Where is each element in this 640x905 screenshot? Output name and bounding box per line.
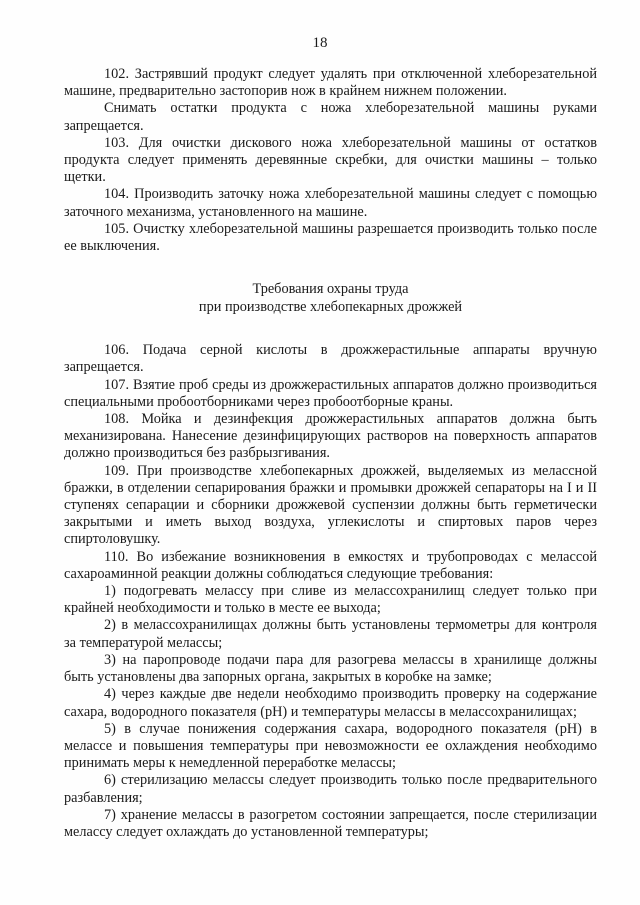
list-item-7: 7) хранение мелассы в разогретом состоянии запрещается, после стерилизации мелассу следует охлаждать до установленной температуры; (64, 806, 597, 840)
section-heading-line-2: при производстве хлебопекарных дрожжей (198, 299, 463, 316)
paragraph-106: 106. Подача серной кислоты в дрожжерастильные аппараты вручную запрещается. (64, 342, 597, 376)
list-item-3: 3) на паропроводе подачи пара для разогрева мелассы в хранилище должны быть установлены два запорных органа, закрытых в коробке на замке; (64, 651, 597, 686)
paragraph-107: 107. Взятие проб среды из дрожжерастильных аппаратов должно производиться специальными пробоотборниками через пробоотборные краны. (64, 376, 597, 410)
paragraph-103: 103. Для очистки дискового ножа хлеборезательной машины от остатков продукта следует применять деревянные скребки, для очистки машины – только щетки. (64, 134, 597, 186)
list-item-5: 5) в случае понижения содержания сахара, водородного показателя (pH) в мелассе и повышения температуры при невозможности ее охлаждения необходимо принимать меры к немедленной переработке мелассы; (64, 720, 597, 772)
list-item-4: 4) через каждые две недели необходимо производить проверку на содержание сахара, водородного показателя (pH) и температуры мелассы в мелассохранилищах; (64, 686, 597, 720)
document-body (64, 66, 597, 841)
list-item-6: 6) стерилизацию мелассы следует производить только после предварительного разбавления; (64, 772, 597, 806)
page-number: 18 (312, 35, 328, 51)
paragraph-104: 104. Производить заточку ножа хлеборезательной машины следует с помощью заточного механизма, установленного на машине. (64, 186, 597, 220)
paragraph-102-note: Снимать остатки продукта с ножа хлеборезательной машины руками запрещается. (64, 100, 597, 134)
section-heading (64, 280, 597, 316)
paragraph-105: 105. Очистку хлеборезательной машины разрешается производить только после ее выключения. (64, 220, 597, 255)
paragraph-108: 108. Мойка и дезинфекция дрожжерастильных аппаратов должна быть механизирована. Нанесение дезинфицирующих растворов на поверхность аппаратов должно производиться без разбрызгивания. (64, 411, 597, 462)
section-heading-line-1: Требования охраны труда (252, 281, 409, 298)
paragraph-110: 110. Во избежание возникновения в емкостях и трубопроводах с мелассой сахароаминной реакции должны соблюдаться следующие требования: (64, 548, 597, 582)
paragraph-102: 102. Застрявший продукт следует удалять при отключенной хлеборезательной машине, предварительно застопорив нож в крайнем нижнем положении. (64, 66, 597, 100)
paragraph-109: 109. При производстве хлебопекарных дрожжей, выделяемых из мелассной бражки, в отделении сепарирования бражки и промывки дрожжей сепараторы на I и II ступенях сепарации и сборники дрожжевой суспензии должны быть герметически закрытыми и иметь выход воздуха, углекислоты и спиртовых паров через спиртоловушку. (64, 462, 597, 548)
list-item-2: 2) в мелассохранилищах должны быть установлены термометры для контроля за температурой мелассы; (64, 617, 597, 651)
list-item-1: 1) подогревать мелассу при сливе из мелассохранилищ следует только при крайней необходимости и только в месте ее выхода; (64, 583, 597, 617)
